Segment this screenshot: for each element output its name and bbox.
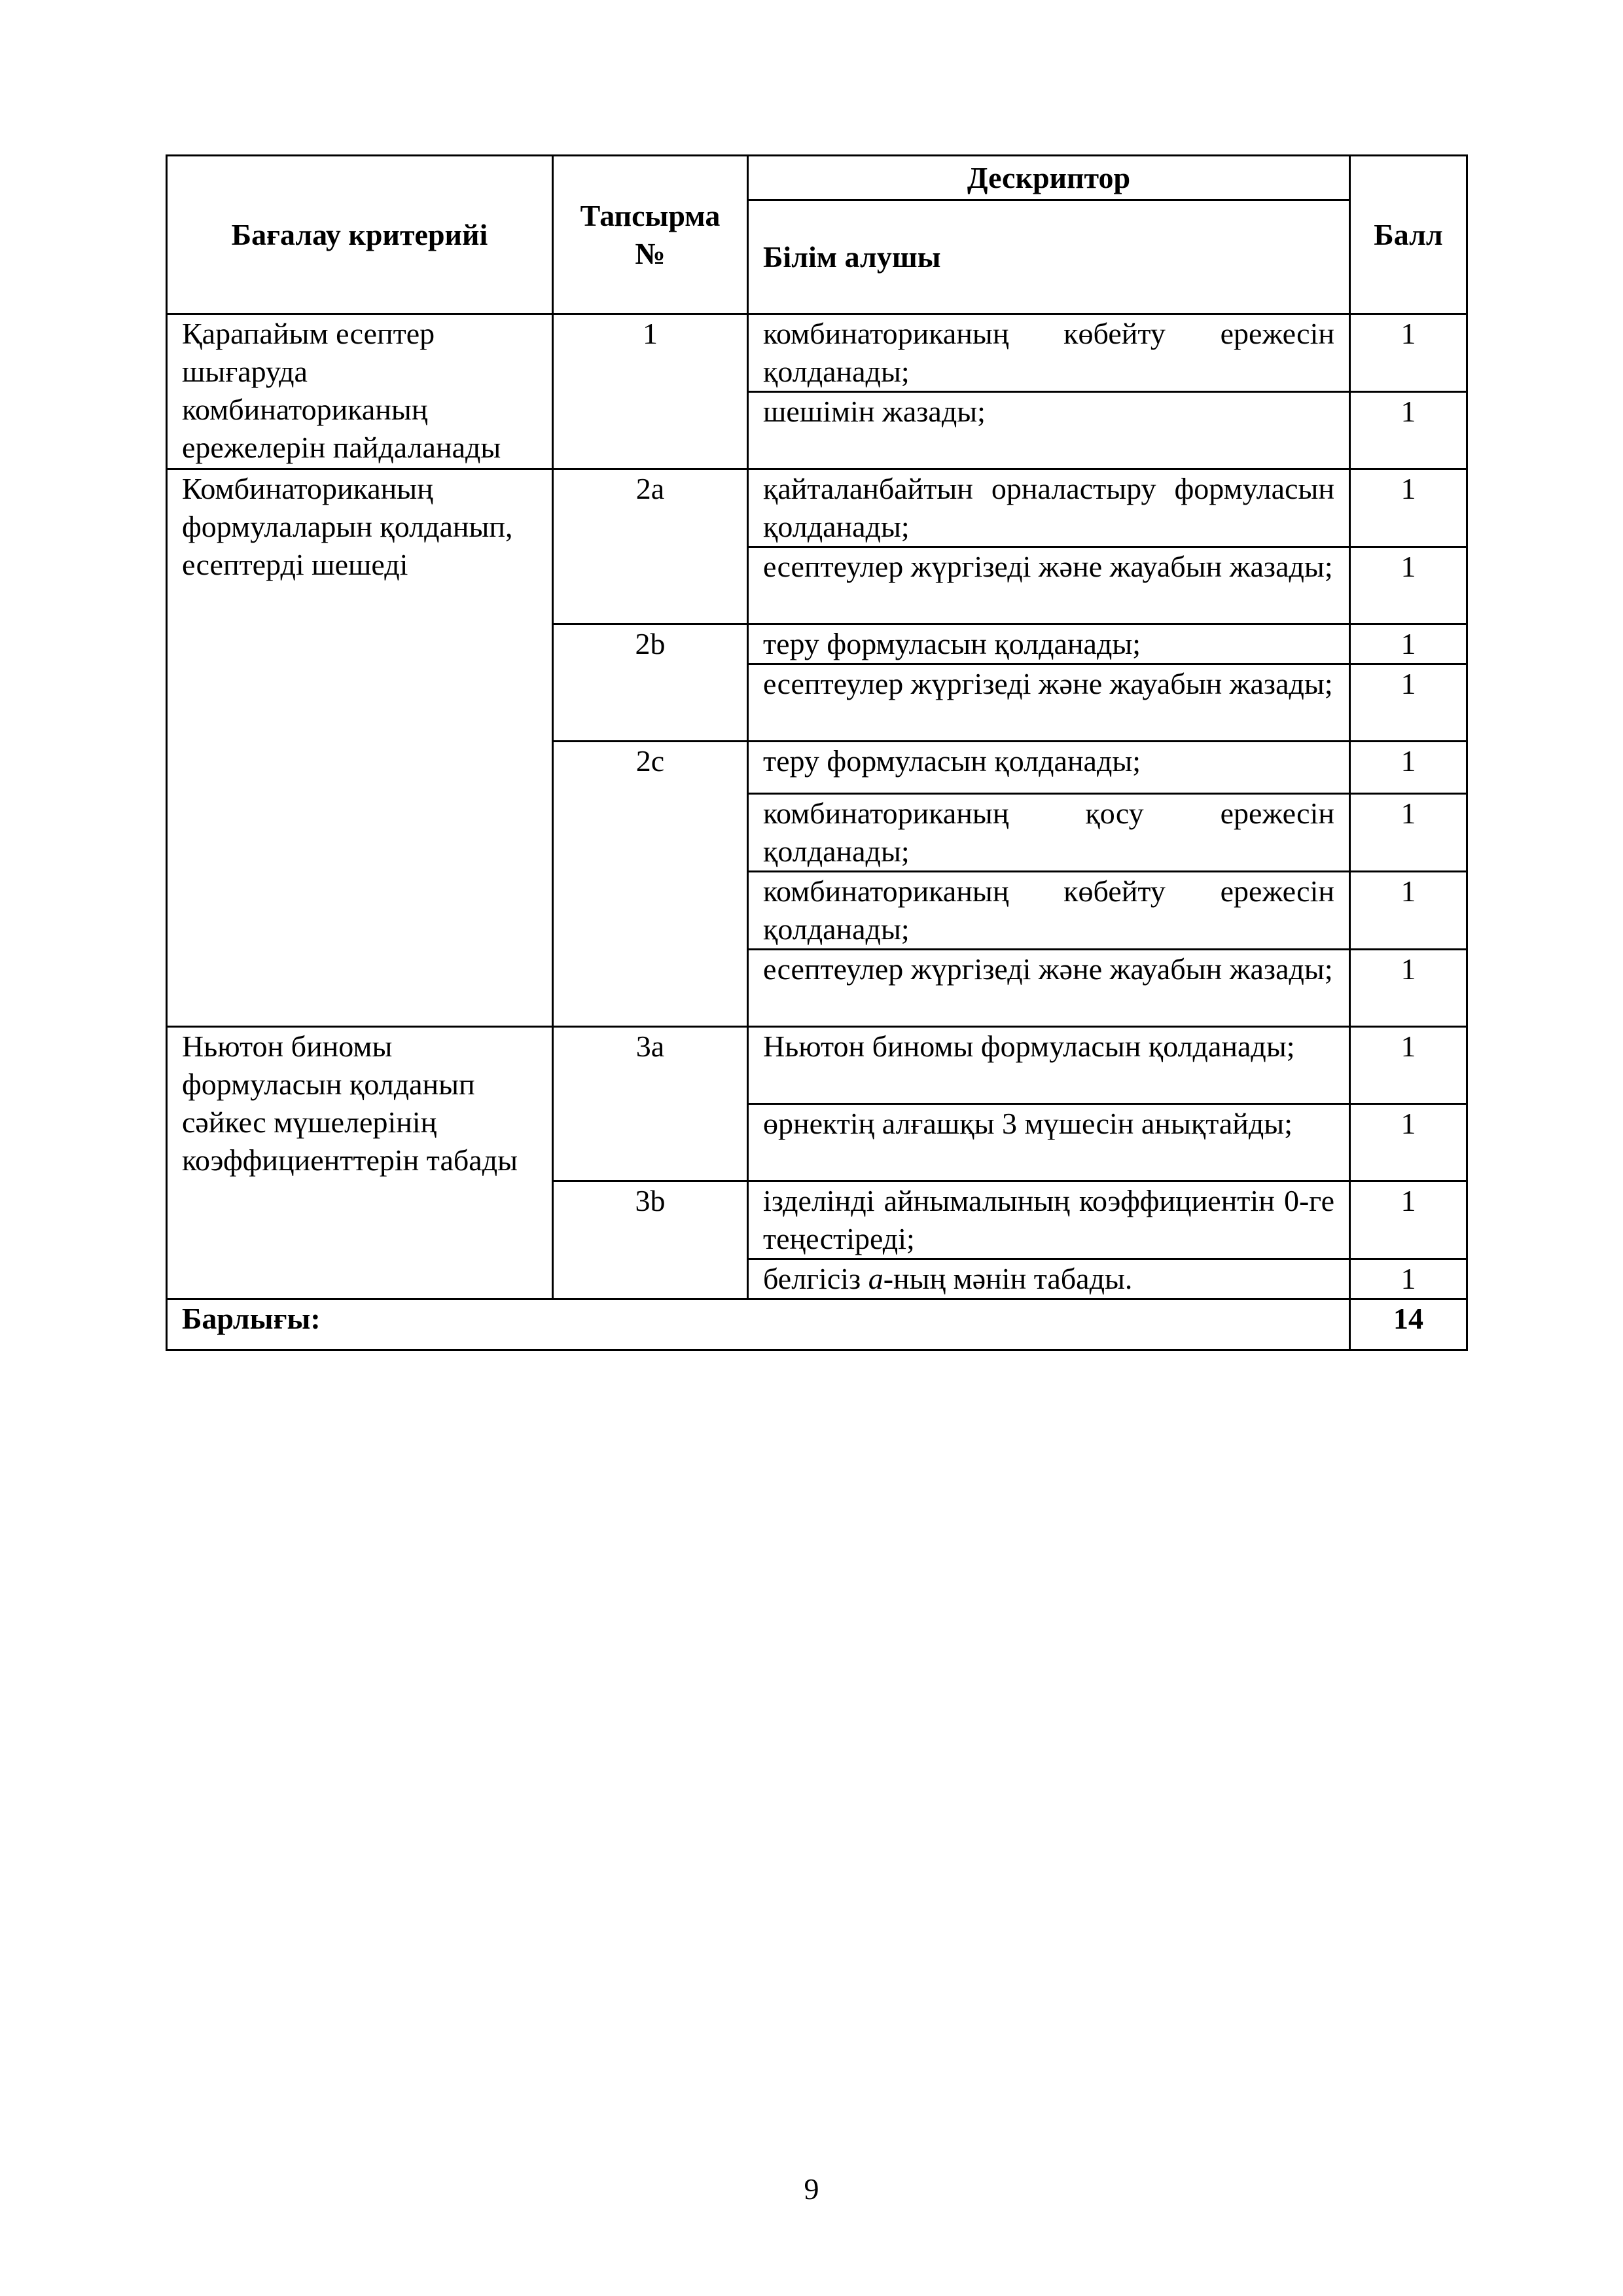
score-cell: 1 xyxy=(1350,1181,1467,1259)
score-cell: 1 xyxy=(1350,794,1467,872)
descriptor-cell: Ньютон биномы формуласын қолданады; xyxy=(748,1027,1350,1104)
descriptor-cell: есептеулер жүргізеді және жауабын жазады; xyxy=(748,664,1350,742)
header-score: Балл xyxy=(1350,156,1467,314)
score-cell: 1 xyxy=(1350,392,1467,469)
score-cell: 1 xyxy=(1350,1027,1467,1104)
score-cell: 1 xyxy=(1350,469,1467,547)
score-cell: 1 xyxy=(1350,664,1467,742)
descriptor-cell: шешімін жазады; xyxy=(748,392,1350,469)
score-cell: 1 xyxy=(1350,742,1467,794)
task-number: 1 xyxy=(553,314,748,469)
descriptor-cell: ізделінді айнымалының коэффициентін 0-ге теңестіреді; xyxy=(748,1181,1350,1259)
header-descriptor: Дескриптор xyxy=(748,156,1350,200)
task-number: 3b xyxy=(553,1181,748,1299)
criterion-cell: Ньютон биномы формуласын қолданып сәйкес мүшелерінің коэффициенттерін табады xyxy=(167,1027,553,1299)
score-cell: 1 xyxy=(1350,624,1467,664)
descriptor-cell: комбинаториканың көбейту ережесін қолданады; xyxy=(748,872,1350,950)
total-label: Барлығы: xyxy=(167,1299,1350,1350)
descriptor-suffix: -ның мәнін табады. xyxy=(883,1262,1133,1295)
total-score: 14 xyxy=(1350,1299,1467,1350)
score-cell: 1 xyxy=(1350,950,1467,1027)
descriptor-cell: комбинаториканың көбейту ережесін қолданады; xyxy=(748,314,1350,392)
task-number: 3a xyxy=(553,1027,748,1181)
assessment-table xyxy=(166,154,1468,1351)
score-cell: 1 xyxy=(1350,1104,1467,1181)
descriptor-cell: қайталанбайтын орналастыру формуласын қолданады; xyxy=(748,469,1350,547)
criterion-cell: Қарапайым есептер шығаруда комбинаториканың ережелерін пайдаланады xyxy=(167,314,553,469)
score-cell: 1 xyxy=(1350,872,1467,950)
header-descriptor-sub: Білім алушы xyxy=(748,200,1350,314)
descriptor-cell: есептеулер жүргізеді және жауабын жазады; xyxy=(748,950,1350,1027)
descriptor-prefix: белгісіз xyxy=(763,1262,868,1295)
score-cell: 1 xyxy=(1350,1259,1467,1299)
header-task: Тапсырма № xyxy=(553,156,748,314)
header-criterion: Бағалау критерийі xyxy=(167,156,553,314)
descriptor-cell: теру формуласын қолданады; xyxy=(748,742,1350,794)
page-number: 9 xyxy=(804,2172,819,2206)
descriptor-cell: өрнектің алғашқы 3 мүшесін анықтайды; xyxy=(748,1104,1350,1181)
task-number: 2c xyxy=(553,742,748,1027)
descriptor-cell: комбинаториканың қосу ережесін қолданады; xyxy=(748,794,1350,872)
task-number: 2a xyxy=(553,469,748,624)
criterion-cell: Комбинаториканың формулаларын қолданып, есептерді шешеді xyxy=(167,469,553,1027)
score-cell: 1 xyxy=(1350,547,1467,624)
task-number: 2b xyxy=(553,624,748,742)
descriptor-cell xyxy=(748,1259,1350,1299)
variable-a: a xyxy=(868,1262,883,1295)
descriptor-cell: есептеулер жүргізеді және жауабын жазады; xyxy=(748,547,1350,624)
descriptor-cell: теру формуласын қолданады; xyxy=(748,624,1350,664)
score-cell: 1 xyxy=(1350,314,1467,392)
